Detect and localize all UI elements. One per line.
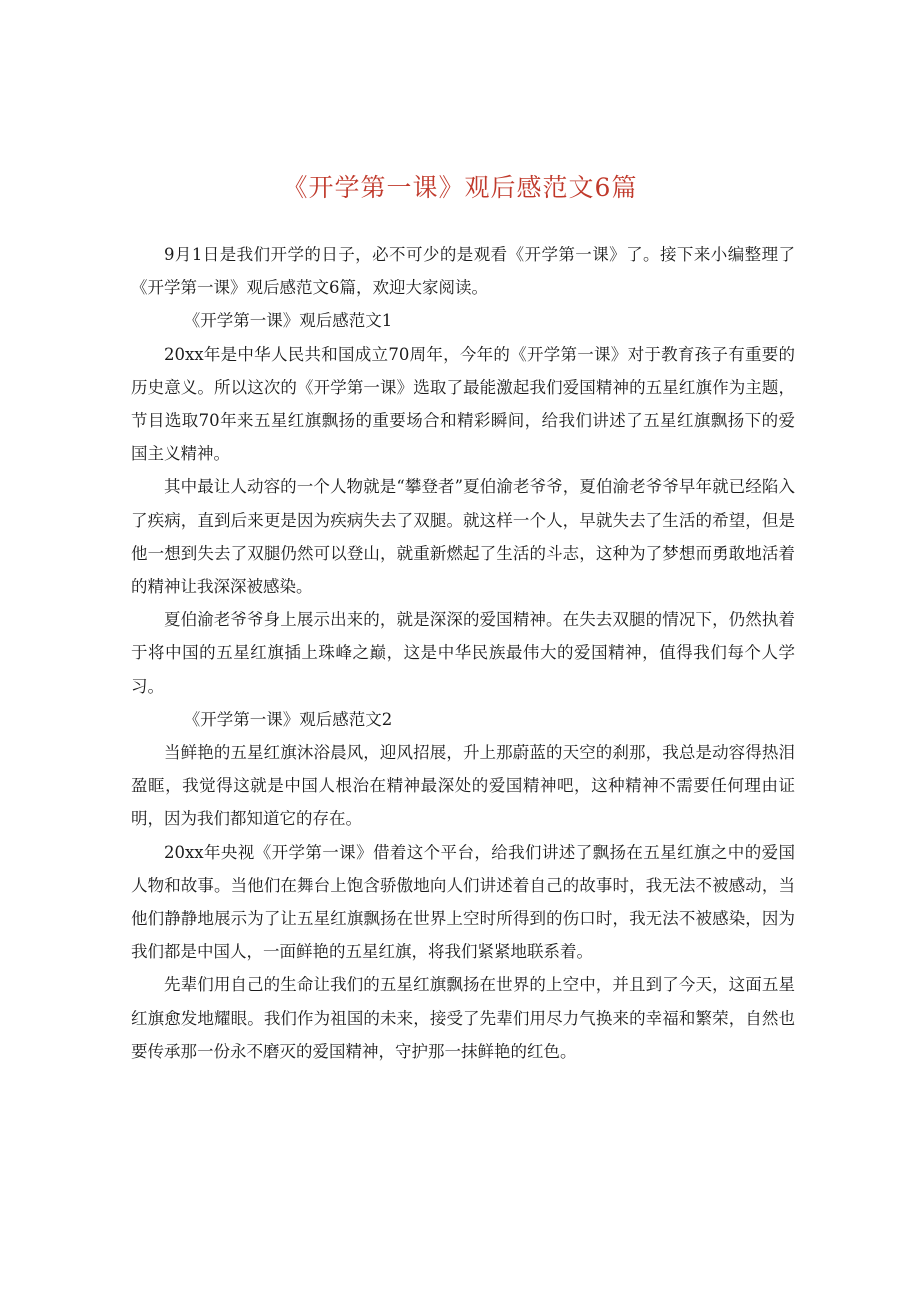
paragraph: 其中最让人动容的一个人物就是“攀登者”夏伯渝老爷爷，夏伯渝老爷爷早年就已经陷入了疾病，直到后来更是因为疾病失去了双腿。就这样一个人，早就失去了生活的希望，但是他一想到失去了双腿仍然可以登山，就重新燃起了生活的斗志，这种为了梦想而勇敢地活着的精神让我深深被感染。 bbox=[131, 477, 795, 597]
paragraph: 当鲜艳的五星红旗沐浴晨风，迎风招展，升上那蔚蓝的天空的刹那，我总是动容得热泪盈眶，我觉得这就是中国人根治在精神最深处的爱国精神吧，这种精神不需要任何理由证明，因为我们都知道它的存在。 bbox=[131, 743, 795, 829]
paragraph: 9月1日是我们开学的日子，必不可少的是观看《开学第一课》了。接下来小编整理了《开学第一课》观后感范文6篇，欢迎大家阅读。 bbox=[131, 245, 795, 298]
document-body bbox=[131, 238, 795, 1068]
document-title: 《开学第一课》观后感范文6篇 bbox=[282, 173, 638, 202]
paragraph: 20xx年是中华人民共和国成立70周年，今年的《开学第一课》对于教育孩子有重要的历史意义。所以这次的《开学第一课》选取了最能激起我们爱国精神的五星红旗作为主题，节目选取70年来五星红旗飘扬的重要场合和精彩瞬间，给我们讲述了五星红旗飘扬下的爱国主义精神。 bbox=[131, 344, 795, 464]
section-heading: 《开学第一课》观后感范文1 bbox=[183, 311, 393, 331]
paragraph: 先辈们用自己的生命让我们的五星红旗飘扬在世界的上空中，并且到了今天，这面五星红旗愈发地耀眼。我们作为祖国的未来，接受了先辈们用尽力气换来的幸福和繁荣，自然也要传承那一份永不磨灭的爱国精神，守护那一抹鲜艳的红色。 bbox=[131, 975, 795, 1061]
paragraph: 20xx年央视《开学第一课》借着这个平台，给我们讲述了飘扬在五星红旗之中的爱国人物和故事。当他们在舞台上饱含骄傲地向人们讲述着自己的故事时，我无法不被感动，当他们静静地展示为了让五星红旗飘扬在世界上空时所得到的伤口时，我无法不被感染，因为我们都是中国人，一面鲜艳的五星红旗，将我们紧紧地联系着。 bbox=[131, 842, 795, 962]
section-heading: 《开学第一课》观后感范文2 bbox=[183, 709, 393, 729]
paragraph: 夏伯渝老爷爷身上展示出来的，就是深深的爱国精神。在失去双腿的情况下，仍然执着于将中国的五星红旗插上珠峰之巅，这是中华民族最伟大的爱国精神，值得我们每个人学习。 bbox=[131, 610, 795, 696]
